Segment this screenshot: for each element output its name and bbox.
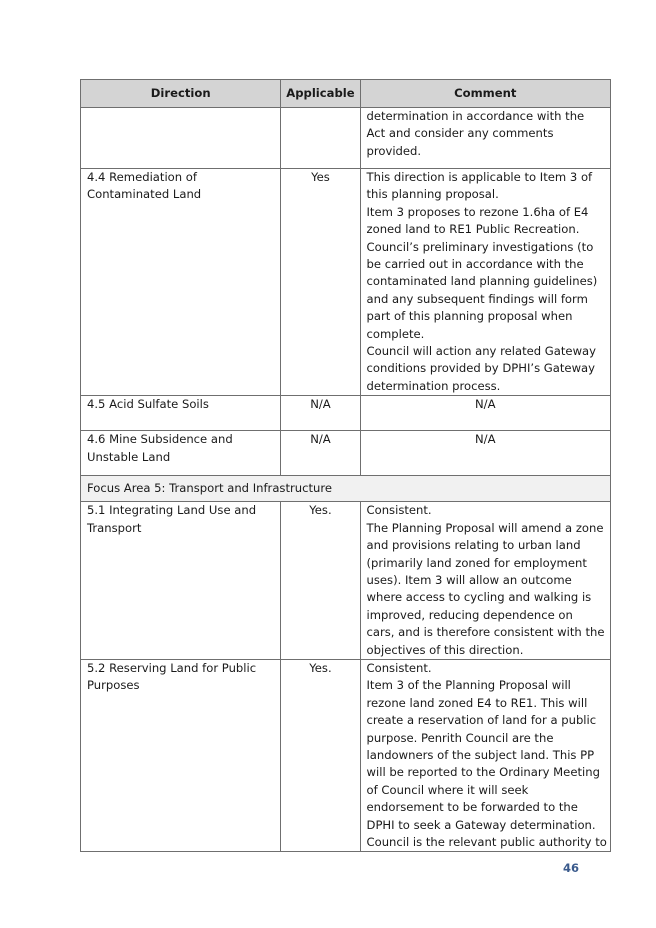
applicable-value: Yes. bbox=[309, 503, 332, 518]
table-row bbox=[81, 431, 611, 476]
applicable-cell bbox=[281, 502, 360, 660]
direction-cell bbox=[81, 396, 281, 431]
table-row bbox=[81, 659, 611, 851]
comment-line: The Planning Proposal will amend a zone bbox=[366, 520, 604, 535]
comment-line: determination process. bbox=[366, 378, 501, 393]
comment-line: Item 3 proposes to rezone 1.6ha of E4 bbox=[366, 204, 589, 219]
comment-line: zoned land to RE1 Public Recreation. bbox=[366, 222, 580, 237]
comment-line: part of this planning proposal when bbox=[366, 309, 573, 324]
table-row bbox=[81, 169, 611, 396]
page-number: 46 bbox=[562, 861, 579, 875]
table-header-row bbox=[81, 80, 611, 108]
table-body bbox=[81, 108, 611, 852]
comment-line: DPHI to seek a Gateway determination. bbox=[366, 817, 596, 832]
comment-line: objectives of this direction. bbox=[366, 642, 524, 657]
applicable-cell bbox=[281, 431, 360, 476]
comment-line: and any subsequent findings will form bbox=[366, 291, 588, 306]
direction-line: Contaminated Land bbox=[87, 187, 202, 202]
comment-line: determination in accordance with the bbox=[366, 109, 585, 123]
comment-line: Act and consider any comments bbox=[366, 126, 554, 141]
comment-line: create a reservation of land for a public bbox=[366, 713, 597, 728]
comment-line: Consistent. bbox=[366, 660, 432, 675]
direction-line: 4.5 Acid Sulfate Soils bbox=[87, 397, 209, 412]
direction-line: 4.4 Remediation of bbox=[87, 170, 197, 184]
applicable-cell bbox=[281, 169, 360, 396]
section-row bbox=[81, 476, 611, 502]
applicable-value: N/A bbox=[310, 397, 331, 412]
comment-line: This direction is applicable to Item 3 of bbox=[366, 170, 593, 184]
header-comment: Comment bbox=[360, 80, 610, 108]
comment-line: provided. bbox=[366, 143, 422, 158]
direction-cell bbox=[81, 659, 281, 851]
comment-cell bbox=[360, 108, 610, 169]
applicable-value: N/A bbox=[310, 432, 331, 447]
comment-line: Consistent. bbox=[366, 503, 432, 518]
direction-line: Unstable Land bbox=[87, 449, 171, 464]
comment-line: of Council where it will seek bbox=[366, 782, 529, 797]
comment-cell bbox=[360, 502, 610, 660]
section-heading-text: Focus Area 5: Transport and Infrastructure bbox=[87, 481, 333, 496]
header-direction: Direction bbox=[81, 80, 281, 108]
header-applicable: Applicable bbox=[281, 80, 360, 108]
comment-line: endorsement to be forwarded to the bbox=[366, 800, 578, 815]
comment-line: will be reported to the Ordinary Meeting bbox=[366, 765, 600, 780]
comment-line: N/A bbox=[475, 432, 496, 447]
table-row bbox=[81, 108, 611, 169]
comment-line: improved, reducing dependence on bbox=[366, 607, 573, 622]
table-row bbox=[81, 502, 611, 660]
comment-line: and provisions relating to urban land bbox=[366, 538, 581, 553]
comment-line: rezone land zoned E4 to RE1. This will bbox=[366, 695, 588, 710]
comment-line: cars, and is therefore consistent with the bbox=[366, 625, 605, 640]
comment-line: (primarily land zoned for employment bbox=[366, 555, 587, 570]
direction-line: 5.1 Integrating Land Use and bbox=[87, 503, 257, 518]
comment-line: N/A bbox=[475, 397, 496, 412]
direction-cell bbox=[81, 502, 281, 660]
direction-cell bbox=[81, 431, 281, 476]
direction-cell bbox=[81, 108, 281, 169]
comment-line: Council is the relevant public authority to bbox=[366, 835, 607, 849]
comment-line: Council will action any related Gateway bbox=[366, 344, 597, 359]
section-heading bbox=[81, 476, 611, 502]
comment-line: where access to cycling and walking is bbox=[366, 590, 592, 605]
comment-line: uses). Item 3 will allow an outcome bbox=[366, 572, 572, 587]
direction-line: 5.2 Reserving Land for Public bbox=[87, 660, 257, 675]
applicable-value: Yes bbox=[311, 170, 330, 184]
applicable-cell bbox=[281, 659, 360, 851]
applicable-value: Yes. bbox=[309, 660, 332, 675]
comment-line: landowners of the subject land. This PP bbox=[366, 747, 595, 762]
comment-line: this planning proposal. bbox=[366, 187, 499, 202]
directions-table bbox=[80, 79, 611, 852]
direction-line: 4.6 Mine Subsidence and bbox=[87, 432, 233, 447]
comment-cell bbox=[360, 169, 610, 396]
comment-line: complete. bbox=[366, 326, 425, 341]
comment-cell bbox=[360, 396, 610, 431]
applicable-cell bbox=[281, 396, 360, 431]
direction-line: Purposes bbox=[87, 678, 140, 693]
comment-line: purpose. Penrith Council are the bbox=[366, 730, 554, 745]
comment-cell bbox=[360, 659, 610, 851]
comment-line: Council’s preliminary investigations (to bbox=[366, 239, 594, 254]
applicable-cell bbox=[281, 108, 360, 169]
comment-line: contaminated land planning guidelines) bbox=[366, 274, 598, 289]
direction-line: Transport bbox=[87, 520, 142, 535]
comment-cell bbox=[360, 431, 610, 476]
comment-line: Item 3 of the Planning Proposal will bbox=[366, 678, 571, 693]
table-row bbox=[81, 396, 611, 431]
comment-line: conditions provided by DPHI’s Gateway bbox=[366, 361, 596, 376]
comment-line: be carried out in accordance with the bbox=[366, 257, 584, 272]
direction-cell bbox=[81, 169, 281, 396]
